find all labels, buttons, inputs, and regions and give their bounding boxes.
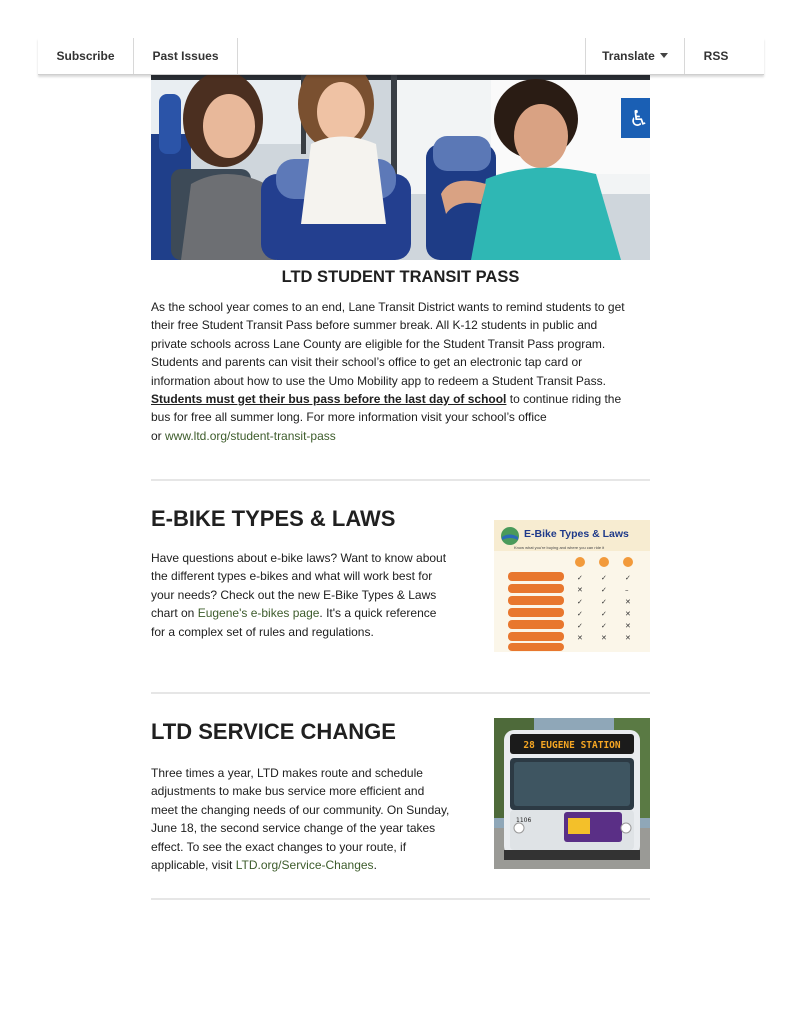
service-change-body <box>151 764 481 874</box>
svg-text:–: – <box>625 586 629 594</box>
service-changes-link[interactable]: LTD.org/Service-Changes <box>235 858 374 873</box>
body-line: private schools across Lane County are eligible for the Student Transit Pass program. <box>151 336 606 351</box>
ebike-types-laws-chart-image[interactable] <box>494 520 650 652</box>
svg-text:✕: ✕ <box>577 634 583 642</box>
body-text: or <box>151 428 166 443</box>
body-line: Have questions about e-bike laws? Want to know about <box>151 551 447 565</box>
translate-label: Translate <box>602 49 655 63</box>
svg-text:✓: ✓ <box>601 610 607 618</box>
student-transit-pass-link[interactable]: www.ltd.org/student-transit-pass <box>165 428 336 443</box>
body-line: for a complex set of rules and regulations. <box>151 624 374 639</box>
body-line: Three times a year, LTD makes route and schedule <box>151 766 423 780</box>
body-line <box>151 390 650 408</box>
body-line <box>151 427 650 445</box>
body-line: Students and parents can visit their school’s office to get an electronic tap card or <box>151 355 583 370</box>
ebike-body <box>151 549 481 641</box>
svg-text:✓: ✓ <box>601 586 607 594</box>
body-text: to continue riding the <box>506 392 622 407</box>
students-on-bus-photo <box>151 74 650 260</box>
body-line: your needs? Check out the new E-Bike Types & Laws <box>151 587 437 602</box>
body-line: meet the changing needs of our community. On Sunday, <box>151 802 450 817</box>
service-change-heading: LTD SERVICE CHANGE <box>151 719 396 744</box>
ebike-rules-table-graphic <box>494 556 650 652</box>
svg-text:♿: ♿ <box>629 107 649 132</box>
chevron-down-icon <box>660 53 668 58</box>
svg-text:✓: ✓ <box>577 598 583 606</box>
body-line: June 18, the second service change of the year takes <box>151 821 436 836</box>
body-text: . It's a quick reference <box>319 606 437 621</box>
svg-text:✓: ✓ <box>601 574 607 582</box>
body-text: . <box>373 858 377 873</box>
body-text: applicable, visit <box>151 858 236 873</box>
body-line: As the school year comes to an end, Lane Transit District wants to remind students to get <box>151 300 625 314</box>
section-divider <box>151 692 650 694</box>
subscribe-link[interactable]: Subscribe <box>56 49 115 63</box>
svg-text:✕: ✕ <box>577 586 583 594</box>
eugene-ebikes-page-link[interactable]: Eugene's e-bikes page <box>197 606 320 621</box>
body-line <box>151 604 481 622</box>
svg-text:✕: ✕ <box>625 622 631 630</box>
ebike-heading: E-BIKE TYPES & LAWS <box>151 506 396 531</box>
body-line: effect. To see the exact changes to your route, if <box>151 839 407 854</box>
svg-text:✕: ✕ <box>625 610 631 618</box>
bus-number-label: 1106 <box>516 817 532 824</box>
svg-text:✓: ✓ <box>577 622 583 630</box>
bus-pass-deadline-emphasis: Students must get their bus pass before the last day of school <box>151 392 507 407</box>
body-line <box>151 856 481 874</box>
chart-image-subtitle: Know what you're buying and where you can ride it <box>514 545 605 550</box>
globe-logo-icon <box>500 526 520 546</box>
body-line: their free Student Transit Pass before summer break. All K-12 students in public and <box>151 318 598 333</box>
ltd-bus-photo <box>494 718 650 869</box>
svg-text:✕: ✕ <box>625 634 631 642</box>
top-nav-bar <box>38 38 764 75</box>
svg-text:✓: ✓ <box>577 610 583 618</box>
svg-text:✓: ✓ <box>625 574 631 582</box>
body-line: the different types e-bikes and what will work best for <box>151 569 433 584</box>
body-line: bus for free all summer long. For more information visit your school’s office <box>151 410 547 425</box>
svg-text:✓: ✓ <box>601 622 607 630</box>
svg-text:✓: ✓ <box>601 598 607 606</box>
svg-text:✓: ✓ <box>577 574 583 582</box>
bus-destination-sign: 28 EUGENE STATION <box>523 740 621 751</box>
section-divider <box>151 479 650 481</box>
section-divider <box>151 898 650 900</box>
student-pass-heading: LTD STUDENT TRANSIT PASS <box>281 268 520 286</box>
translate-dropdown[interactable] <box>586 38 684 74</box>
body-text: chart on <box>151 606 198 621</box>
past-issues-link[interactable]: Past Issues <box>152 49 219 63</box>
body-line: information about how to use the Umo Mobility app to redeem a Student Transit Pass. <box>151 373 606 388</box>
nav-divider <box>237 38 238 74</box>
rss-link[interactable]: RSS <box>703 49 729 63</box>
student-pass-body <box>151 298 650 445</box>
svg-text:✕: ✕ <box>601 634 607 642</box>
body-line: adjustments to make bus service more efficient and <box>151 784 425 799</box>
svg-text:✕: ✕ <box>625 598 631 606</box>
chart-image-title: E-Bike Types & Laws <box>524 528 629 540</box>
